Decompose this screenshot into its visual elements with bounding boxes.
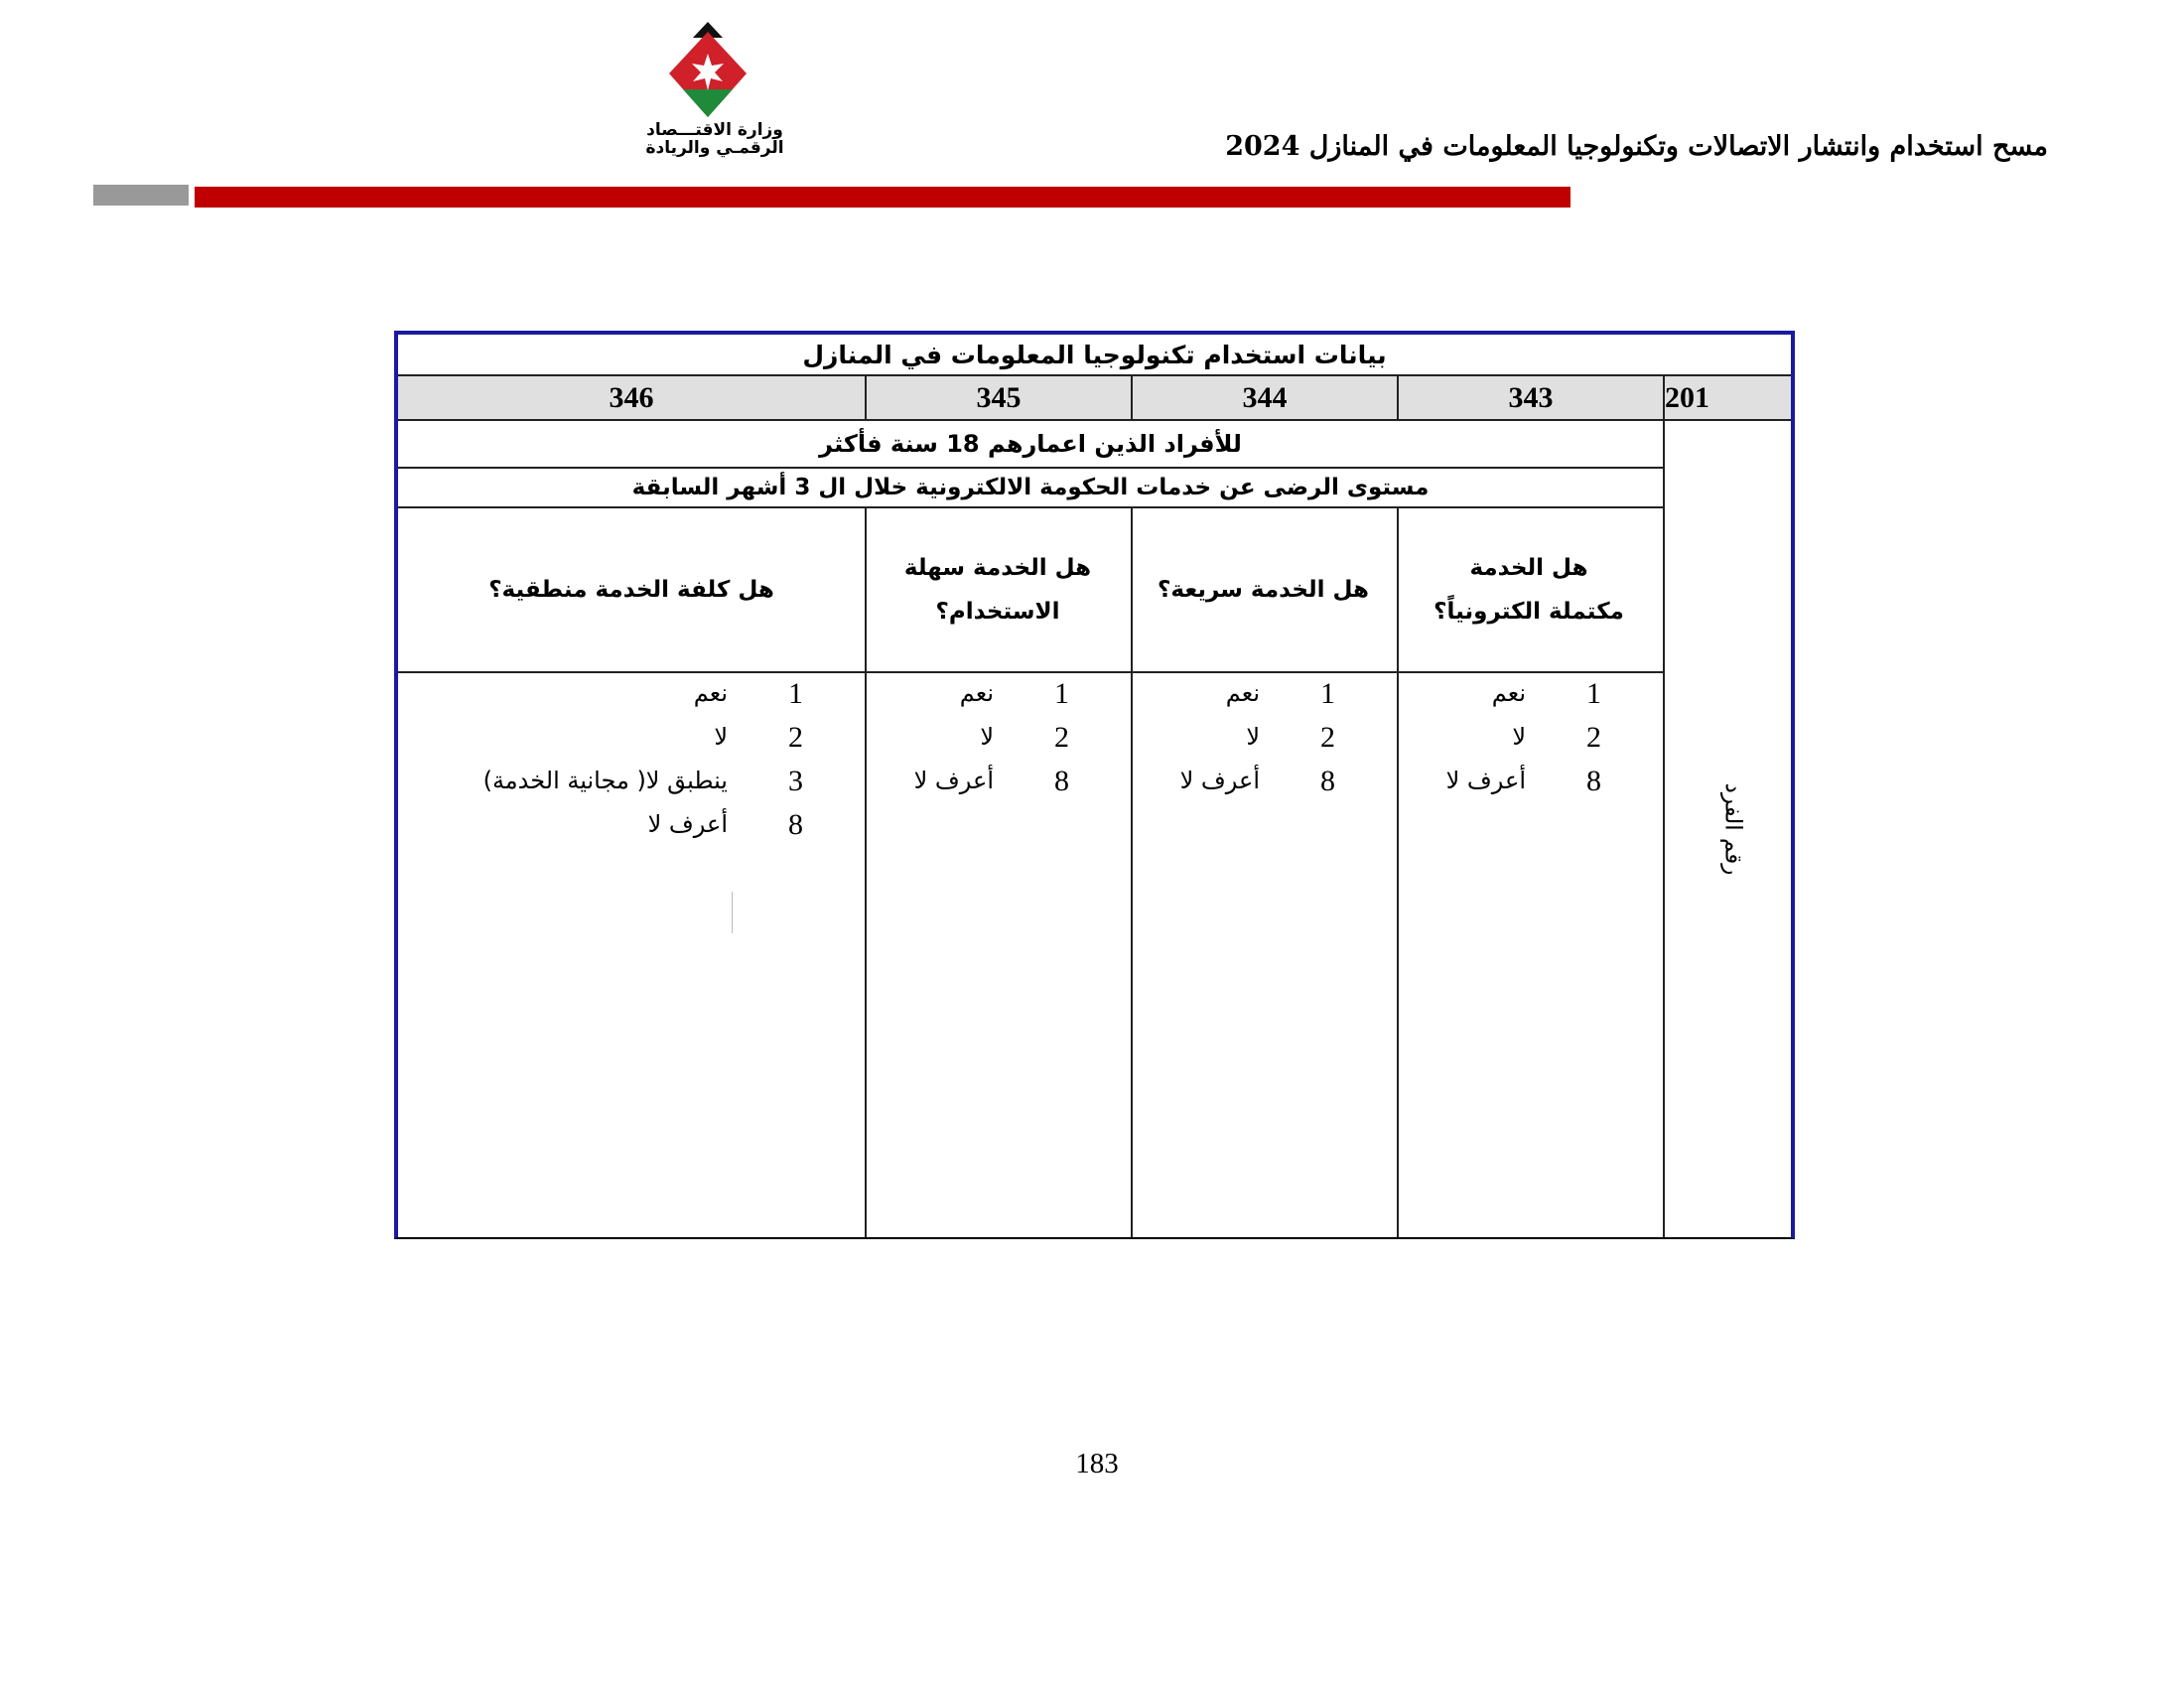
- option-code: 8: [1054, 765, 1069, 797]
- logo-text-line2: الرقمـي والريادة: [645, 138, 784, 158]
- option-label: نعم: [693, 679, 728, 707]
- question-343: هل الخدمة مكتملة الكترونياً؟: [1433, 555, 1624, 625]
- option-code: 1: [1320, 677, 1335, 710]
- option-label: أعرف لا: [913, 767, 994, 794]
- divider: [1131, 507, 1133, 1237]
- document-title: مسح استخدام وانتشار الاتصالات وتكنولوجيا المعلومات في المنازل 2024: [1225, 131, 2048, 162]
- column-code-345: 345: [867, 376, 1131, 419]
- text-cursor-mark: [732, 892, 733, 933]
- logo-emblem-icon: [635, 18, 794, 122]
- option-code: 1: [1054, 677, 1069, 710]
- option-code: 8: [788, 808, 803, 841]
- question-346: هل كلفة الخدمة منطقية؟: [488, 577, 774, 603]
- ministry-logo: [635, 18, 794, 162]
- page-number: 183: [1075, 1448, 1119, 1479]
- column-code-343: 343: [1399, 376, 1663, 419]
- divider: [1663, 375, 1665, 1237]
- option-code: 2: [1586, 721, 1601, 754]
- option-label: نعم: [1491, 679, 1526, 707]
- option-label: لا: [714, 723, 728, 751]
- option-label: ينطبق لا( مجانية الخدمة): [482, 767, 728, 794]
- question-345: هل الخدمة سهلة الاستخدام؟: [903, 555, 1092, 625]
- column-code-201: 201: [1665, 376, 1791, 419]
- option-label: أعرف لا: [1445, 767, 1526, 794]
- option-code: 2: [1054, 721, 1069, 754]
- divider: [398, 671, 1663, 673]
- option-code: 1: [1586, 677, 1601, 710]
- table-title: بيانات استخدام تكنولوجيا المعلومات في المنازل: [802, 340, 1387, 369]
- option-code: 8: [1320, 765, 1335, 797]
- option-code: 3: [788, 765, 803, 797]
- column-code-346: 346: [398, 376, 865, 419]
- header-gray-bar: [93, 185, 189, 206]
- option-code: 1: [788, 677, 803, 710]
- option-label: لا: [1512, 723, 1526, 751]
- option-label: نعم: [1225, 679, 1260, 707]
- question-344: هل الخدمة سريعة؟: [1158, 577, 1369, 603]
- divider: [1397, 507, 1399, 1237]
- logo-text-line1: وزارة الاقتـــصاد: [646, 120, 783, 140]
- option-code: 8: [1586, 765, 1601, 797]
- option-label: لا: [1246, 723, 1260, 751]
- row-label-person-number: رقم الفرد: [1719, 782, 1745, 876]
- option-label: نعم: [959, 679, 994, 707]
- divider: [865, 507, 867, 1237]
- header-red-bar: [195, 187, 1570, 208]
- option-label: أعرف لا: [1179, 767, 1260, 794]
- option-label: لا: [980, 723, 994, 751]
- subtitle-satisfaction: مستوى الرضى عن خدمات الحكومة الالكترونية خلال ال 3 أشهر السابقة: [631, 475, 1430, 500]
- subtitle-age: للأفراد الذين اعمارهم 18 سنة فأكثر: [819, 430, 1242, 458]
- option-label: أعرف لا: [647, 810, 728, 838]
- column-code-344: 344: [1133, 376, 1397, 419]
- option-code: 2: [1320, 721, 1335, 754]
- option-code: 2: [788, 721, 803, 754]
